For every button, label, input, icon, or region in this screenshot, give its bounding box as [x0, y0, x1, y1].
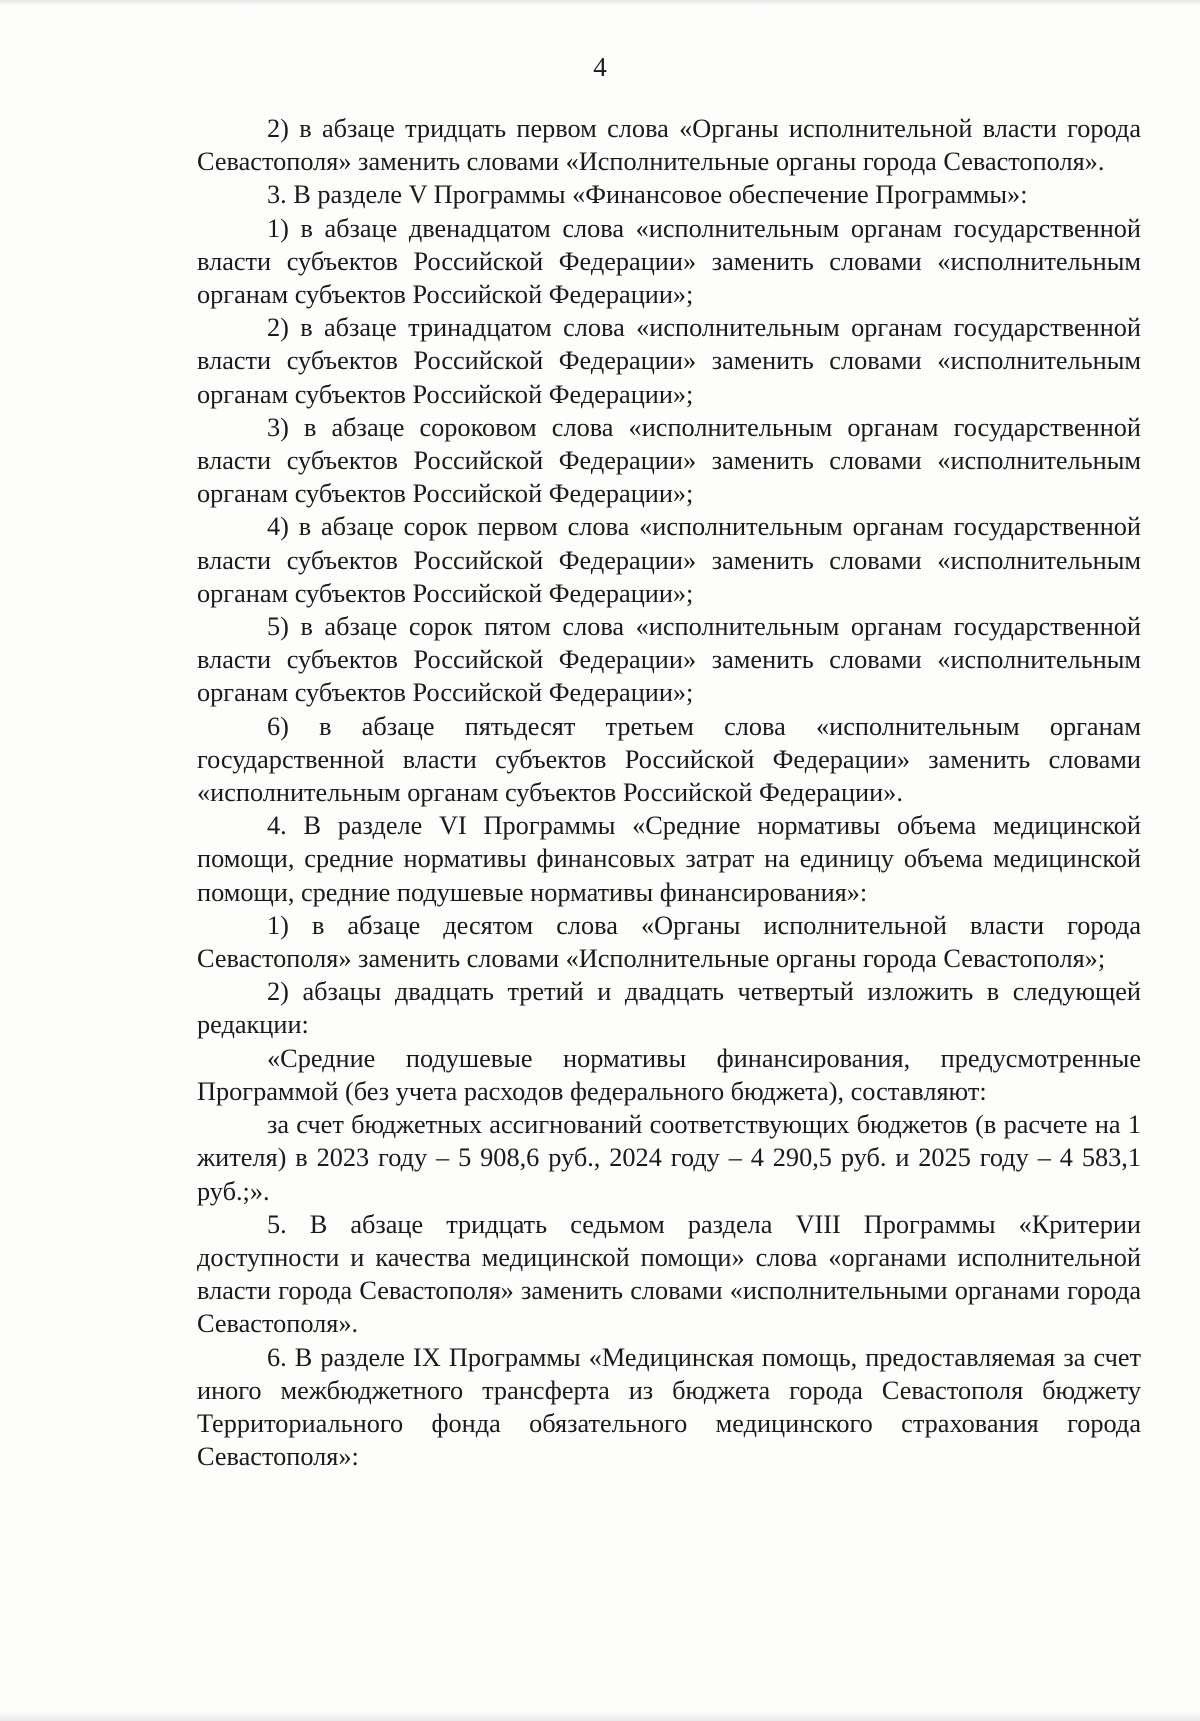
paragraph: 5. В абзаце тридцать седьмом раздела VIII Программы «Критерии доступности и качества медицинской помощи» слова «органами исполнительной власти города Севастополя» заменить словами «исполнительными органами города Севастополя».	[197, 1209, 1141, 1339]
paragraph: 1) в абзаце десятом слова «Органы исполнительной власти города Севастополя» заменить словами «Исполнительные органы города Севастополя»;	[197, 910, 1141, 974]
paragraph: 6. В разделе IX Программы «Медицинская помощь, предоставляемая за счет иного межбюджетного трансферта из бюджета города Севастополя бюджету Территориального фонда обязательного медицинского страхования города Севастополя»:	[197, 1342, 1141, 1472]
paragraph: 3. В разделе V Программы «Финансовое обеспечение Программы»:	[267, 180, 1028, 210]
paragraph: 2) абзацы двадцать третий и двадцать четвертый изложить в следующей редакции:	[197, 977, 1141, 1040]
document-body	[197, 112, 1141, 1473]
paragraph: 2) в абзаце тридцать первом слова «Органы исполнительной власти города Севастополя» заменить словами «Исполнительные органы города Севастополя».	[197, 114, 1141, 177]
paragraph: 1) в абзаце двенадцатом слова «исполнительным органам государственной власти субъектов Российской Федерации» заменить словами «исполнительным органам субъектов Российской Федерации»;	[197, 213, 1141, 310]
paragraph: 6) в абзаце пятьдесят третьем слова «исполнительным органам государственной власти субъектов Российской Федерации» заменить словами «исполнительным органам субъектов Российской Федерации».	[197, 711, 1141, 808]
paragraph: 3) в абзаце сороковом слова «исполнительным органам государственной власти субъектов Российской Федерации» заменить словами «исполнительным органам субъектов Российской Федерации»;	[197, 412, 1141, 509]
scan-edge-bottom	[0, 1711, 1200, 1721]
paragraph: 2) в абзаце тринадцатом слова «исполнительным органам государственной власти субъектов Российской Федерации» заменить словами «исполнительным органам субъектов Российской Федерации»;	[197, 313, 1141, 409]
paragraph: за счет бюджетных ассигнований соответствующих бюджетов (в расчете на 1 жителя) в 2023 году – 5 908,6 руб., 2024 году – 4 290,5 руб. и 2025 году – 4 583,1 руб.;».	[197, 1110, 1141, 1206]
paragraph: «Средние подушевые нормативы финансирования, предусмотренные Программой (без учета расходов федерального бюджета), составляют:	[197, 1043, 1141, 1106]
paragraph: 5) в абзаце сорок пятом слова «исполнительным органам государственной власти субъектов Российской Федерации» заменить словами «исполнительным органам субъектов Российской Федерации»;	[197, 612, 1141, 708]
paragraph: 4) в абзаце сорок первом слова «исполнительным органам государственной власти субъектов Российской Федерации» заменить словами «исполнительным органам субъектов Российской Федерации»;	[197, 512, 1141, 608]
scan-edge-top	[0, 0, 1200, 6]
paragraph: 4. В разделе VI Программы «Средние нормативы объема медицинской помощи, средние нормативы финансовых затрат на единицу объема медицинской помощи, средние подушевые нормативы финансирования»:	[197, 811, 1141, 907]
page-number: 4	[593, 52, 607, 82]
